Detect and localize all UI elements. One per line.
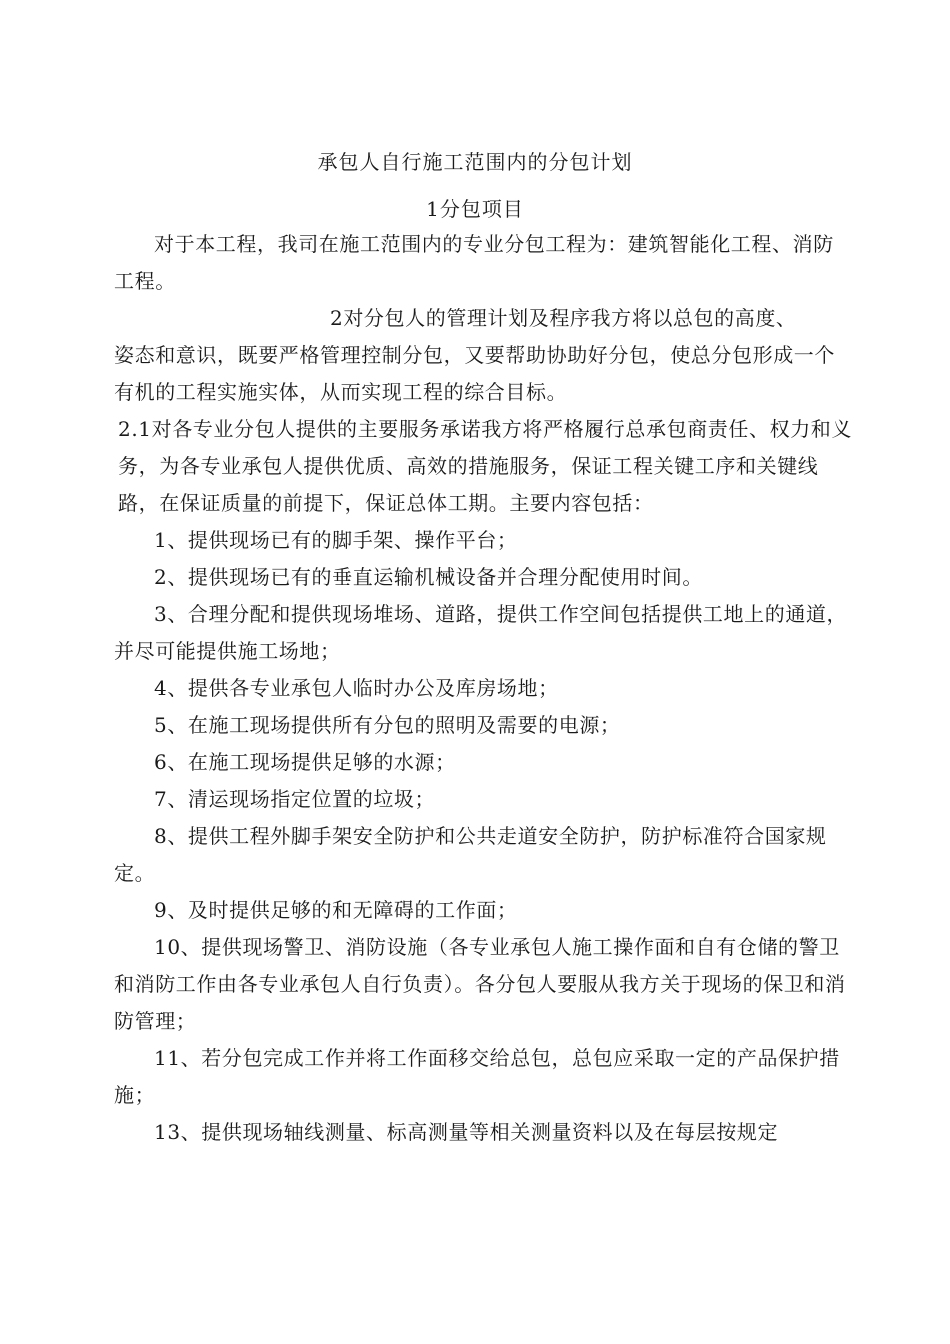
list-item: 1、提供现场已有的脚手架、操作平台； — [154, 528, 518, 552]
section-1-paragraph: 对于本工程，我司在施工范围内的专业分包工程为：建筑智能化工程、消防工程。 — [114, 232, 834, 293]
list-item: 4、提供各专业承包人临时办公及库房场地； — [154, 676, 559, 700]
list-item: 7、清运现场指定位置的垃圾； — [154, 787, 436, 811]
document-title: 承包人自行施工范围内的分包计划 — [317, 150, 633, 174]
list-item: 8、提供工程外脚手架安全防护和公共走道安全防护，防护标准符合国家规定。 — [114, 824, 827, 885]
list-item: 5、在施工现场提供所有分包的照明及需要的电源； — [154, 713, 621, 737]
document-body — [114, 226, 854, 1151]
section-2-paragraph: 姿态和意识，既要严格管理控制分包，又要帮助协助好分包，使总分包形成一个有机的工程实施实体，从而实现工程的综合目标。 — [114, 343, 835, 404]
list-item: 11、若分包完成工作并将工作面移交给总包，总包应采取一定的产品保护措施； — [114, 1046, 840, 1107]
list-item: 9、及时提供足够的和无障碍的工作面； — [154, 898, 518, 922]
list-item: 2、提供现场已有的垂直运输机械设备并合理分配使用时间。 — [154, 565, 703, 589]
list-item: 6、在施工现场提供足够的水源； — [154, 750, 456, 774]
list-item: 3、合理分配和提供现场堆场、道路，提供工作空间包括提供工地上的通道，并尽可能提供施工场地； — [114, 602, 848, 663]
section-2-1-paragraph: 2.1对各专业分包人提供的主要服务承诺我方将严格履行总承包商责任、权力和义务，为各专业承包人提供优质、高效的措施服务，保证工程关键工序和关键线路，在保证质量的前提下，保证总体工期。主要内容包括： — [118, 417, 853, 515]
list-item: 13、提供现场轴线测量、标高测量等相关测量资料以及在每层按规定 — [154, 1120, 779, 1144]
section-1-heading: 1分包项目 — [426, 197, 524, 221]
list-item: 10、提供现场警卫、消防设施（各专业承包人施工操作面和自有仓储的警卫和消防工作由各专业承包人自行负责）。各分包人要服从我方关于现场的保卫和消防管理； — [114, 935, 846, 1033]
section-2-heading: 2对分包人的管理计划及程序我方将以总包的高度、 — [330, 306, 797, 330]
